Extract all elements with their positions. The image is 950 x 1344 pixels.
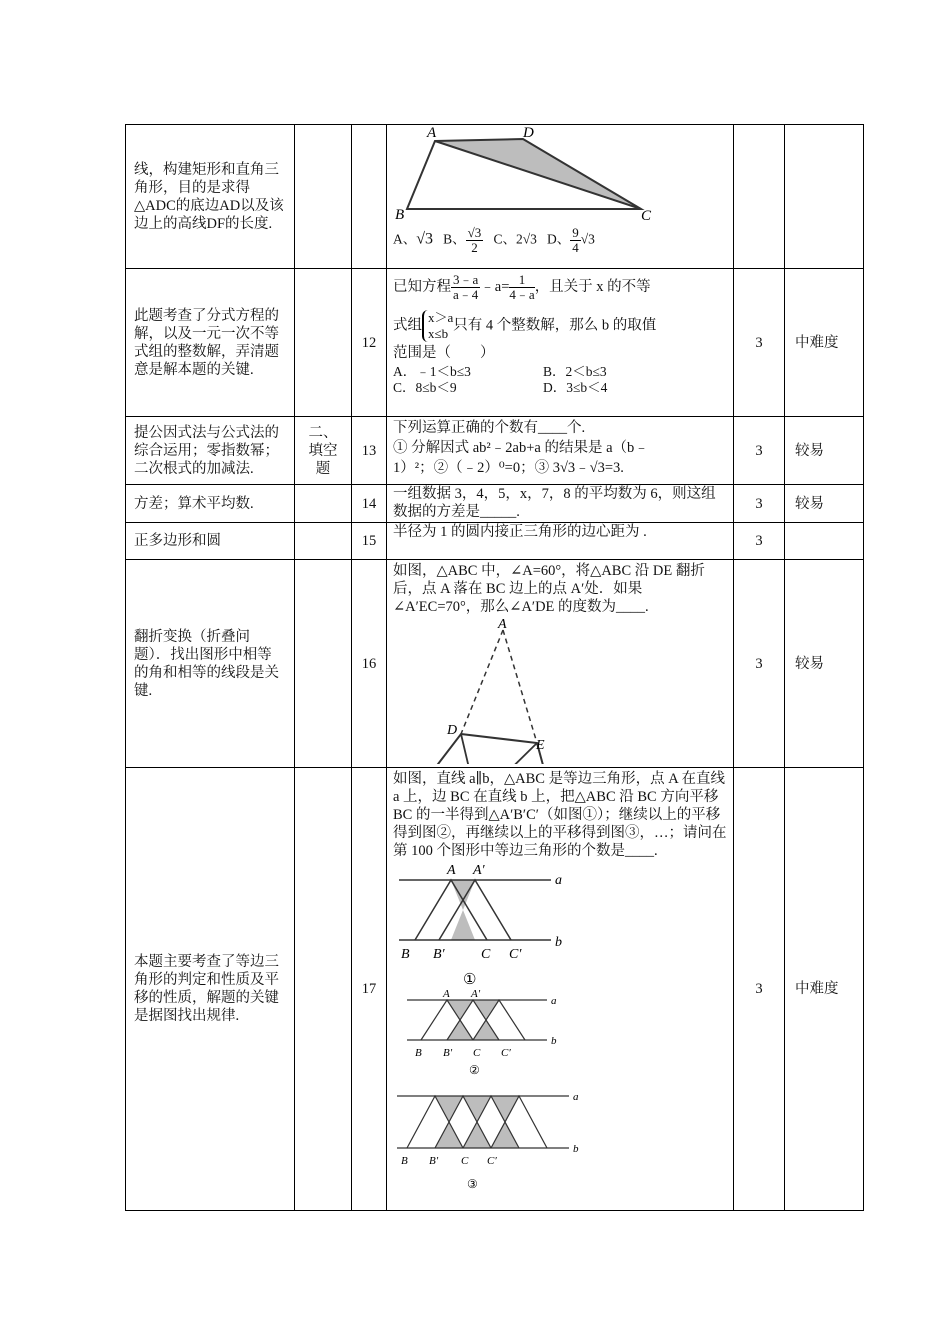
- number-cell: 15: [352, 523, 387, 560]
- question-cell: 已知方程 $\frac{3﹣a}{a﹣4}$ ﹣a= $\frac{1}{4﹣a}$ ，且关于 x 的不等 式组 x＞a x≤b只有 4 个整数解，那么 b 的取值 范围是（ ） A．﹣1＜b≤3 B．2＜b≤3 C．8≤b＜9 D．3≤b＜4: [387, 269, 734, 417]
- score-cell: 3: [734, 485, 785, 523]
- svg-text:C: C: [473, 1047, 481, 1059]
- svg-text:C′: C′: [509, 947, 522, 962]
- number-cell: 12: [352, 269, 387, 417]
- fold-triangle-figure: [395, 618, 595, 764]
- question-cell: 如图，△ABC 中，∠A=60°，将△ABC 沿 DE 翻折后，点 A 落在 BC 边上的点 A′处．如果∠A′EC=70°，那么∠A′DE 的度数为____. A D E: [387, 560, 734, 768]
- score-cell: [734, 125, 785, 269]
- svg-text:B: B: [415, 1047, 422, 1059]
- table-row: [126, 269, 864, 417]
- section-cell: [295, 560, 352, 768]
- table-row: [126, 125, 864, 269]
- svg-text:B: B: [401, 947, 410, 962]
- svg-text:B′: B′: [433, 947, 445, 962]
- analysis-cell: 正多边形和圆: [126, 523, 295, 560]
- section-cell: 二、填空题: [295, 417, 352, 485]
- svg-text:a: a: [573, 1091, 579, 1103]
- svg-text:B′: B′: [429, 1155, 439, 1167]
- section-cell: [295, 485, 352, 523]
- svg-text:E: E: [536, 738, 545, 753]
- number-cell: 16: [352, 560, 387, 768]
- inequality-system: x＞a x≤b: [422, 310, 453, 342]
- question-cell: 半径为 1 的圆内接正三角形的边心距为 .: [387, 523, 734, 560]
- svg-text:a: a: [555, 873, 562, 888]
- analysis-cell: 线，构建矩形和直角三角形，目的是求得△ADC的底边AD以及该边上的高线DF的长度.: [126, 125, 295, 269]
- analysis-cell: 方差；算术平均数.: [126, 485, 295, 523]
- table-row: [126, 417, 864, 485]
- analysis-cell: 本题主要考查了等边三角形的判定和性质及平移的性质，解题的关键是据图找出规律.: [126, 768, 295, 1211]
- question-cell: 一组数据 3，4，5，x，7，8 的平均数为 6，则这组数据的方差是_____.: [387, 485, 734, 523]
- answer-options: A、√3 B、 $\frac{√3}{2}$ C、2√3 D、 $\frac{9}{4}$ √3: [393, 225, 595, 255]
- section-cell: [295, 768, 352, 1211]
- label-d: D: [523, 127, 534, 141]
- svg-text:b: b: [555, 935, 562, 950]
- table-row: [126, 485, 864, 523]
- score-cell: 3: [734, 417, 785, 485]
- svg-text:A′: A′: [473, 863, 485, 878]
- label-a: A: [427, 127, 437, 141]
- svg-text:b: b: [573, 1143, 579, 1155]
- svg-text:a: a: [551, 995, 557, 1007]
- svg-text:D: D: [447, 723, 458, 738]
- score-cell: 3: [734, 768, 785, 1211]
- svg-text:C′: C′: [501, 1047, 511, 1059]
- number-cell: [352, 125, 387, 269]
- svg-text:①: ①: [463, 972, 477, 988]
- number-cell: 13: [352, 417, 387, 485]
- score-cell: 3: [734, 560, 785, 768]
- svg-text:b: b: [551, 1035, 557, 1047]
- question-cell: 如图，直线 a∥b，△ABC 是等边三角形，点 A 在直线 a 上，边 BC 在直线 b 上，把△ABC 沿 BC 方向平移 BC 的一半得到△A′B′C′（如图①）；继续以上的平移得到图②，再继续以上的平移得到图③，…；请问在第 100 个图形中等边三角形的个数是____. A A′ a b B B′ C C′ ① A A′ a b B B′ C C′ ② a b B B′ C C′ ③: [387, 768, 734, 1211]
- svg-text:B′: B′: [443, 1047, 453, 1059]
- svg-text:C: C: [481, 947, 491, 962]
- difficulty-cell: 较易: [785, 417, 864, 485]
- svg-text:B: B: [401, 1155, 408, 1167]
- difficulty-cell: 较易: [785, 560, 864, 768]
- analysis-cell: 翻折变换（折叠问题）．找出图形中相等的角和相等的线段是关键.: [126, 560, 295, 768]
- svg-text:A: A: [443, 990, 450, 1000]
- difficulty-cell: [785, 125, 864, 269]
- svg-text:②: ②: [469, 1063, 480, 1077]
- label-b: B: [395, 207, 405, 222]
- difficulty-cell: 中难度: [785, 269, 864, 417]
- section-cell: [295, 125, 352, 269]
- analysis-cell: 提公因式法与公式法的综合运用；零指数幂；二次根式的加减法.: [126, 417, 295, 485]
- table-row: [126, 523, 864, 560]
- question-cell: [387, 125, 734, 269]
- difficulty-cell: 中难度: [785, 768, 864, 1211]
- number-cell: 17: [352, 768, 387, 1211]
- section-cell: [295, 523, 352, 560]
- translation-figure-3: [393, 1090, 583, 1198]
- translation-figure-1: [393, 862, 573, 990]
- answer-options: A．﹣1＜b≤3 B．2＜b≤3 C．8≤b＜9 D．3≤b＜4: [393, 364, 608, 395]
- section-cell: [295, 269, 352, 417]
- table-row: [126, 768, 864, 1211]
- number-cell: 14: [352, 485, 387, 523]
- svg-text:A: A: [498, 618, 507, 632]
- score-cell: 3: [734, 269, 785, 417]
- score-cell: 3: [734, 523, 785, 560]
- question-cell: 下列运算正确的个数有____个. ① 分解因式 ab²﹣2ab+a 的结果是 a（b﹣ 1）²；②（﹣2）⁰=0；③ 3√3﹣√3=3.: [387, 417, 734, 485]
- analysis-cell: 此题考查了分式方程的解，以及一元一次不等式组的整数解，弄清题意是解本题的关键.: [126, 269, 295, 417]
- svg-text:C′: C′: [487, 1155, 497, 1167]
- svg-text:③: ③: [467, 1177, 478, 1191]
- table-row: [126, 560, 864, 768]
- translation-figure-2: [393, 990, 573, 1090]
- difficulty-cell: [785, 523, 864, 560]
- svg-text:A′: A′: [471, 990, 481, 1000]
- trapezoid-figure: [393, 127, 713, 222]
- difficulty-cell: 较易: [785, 485, 864, 523]
- svg-text:A: A: [447, 863, 456, 878]
- svg-text:C: C: [461, 1155, 469, 1167]
- label-c: C: [641, 208, 652, 222]
- question-table: [125, 124, 864, 1211]
